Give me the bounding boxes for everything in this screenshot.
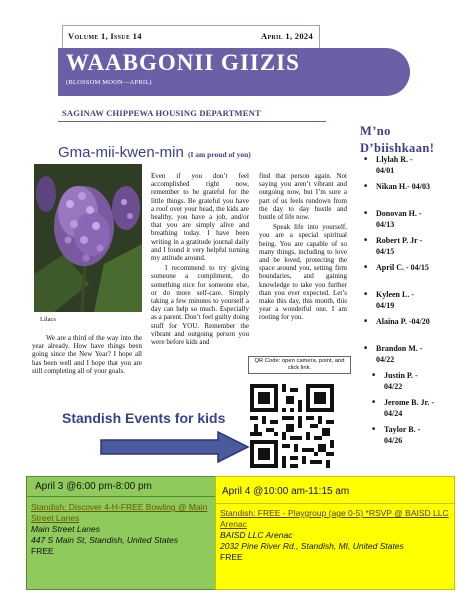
- newsletter-subtitle: (BLOSSOM MOON—APRIL): [66, 79, 152, 86]
- event-time: April 4 @10:00 am-11:15 am: [216, 477, 454, 504]
- newsletter-title: WAABGONII GIIZIS: [66, 50, 300, 75]
- event-card-bowling: [26, 476, 216, 590]
- article-title: [58, 144, 251, 161]
- birthday-item: ■ Donovan H. - 04/13: [350, 208, 460, 235]
- right-arrow-icon: [100, 431, 250, 463]
- qr-caption: QR Code: open camera, point, and click link.: [248, 356, 351, 374]
- photo-caption: Lilacs: [40, 316, 56, 323]
- issue-line: [68, 31, 313, 41]
- event-link[interactable]: Standish: Discover 4-H-FREE Bowling @ Main Street Lanes: [31, 502, 208, 523]
- birthday-item: ■ April C. - 04/15: [350, 262, 460, 289]
- issue-date: April 1, 2024: [261, 31, 313, 41]
- event-card-playgroup: [215, 476, 455, 590]
- events-title: Standish Events for kids: [62, 410, 226, 426]
- event-venue: BAISD LLC Arenac: [220, 530, 293, 540]
- birthday-item: ■ Kyleen L. - 04/19: [350, 289, 460, 316]
- article-paragraph: We are a third of the way into the year already. How have things been going since the New Year? I hope all has been well and I hope that you are still completing all of your goals.: [32, 334, 142, 375]
- article-title-translation: (I am proud of you): [188, 150, 251, 159]
- event-address: 2032 Pine River Rd., Standish, MI, United States: [220, 541, 404, 551]
- article-column-3: [259, 172, 347, 324]
- article-paragraph: find that person again. Not saying you aren’t vibrant and outgoing now, but I’m sure a part of us feels rundown from the day to day hustle and bustle of life now.: [259, 172, 347, 222]
- event-time: April 3 @6:00 pm-8:00 pm: [27, 477, 215, 497]
- article-paragraph: I recommend to try giving someone a compliment, do something nice for someone else, or do more self-care. Simply taking a few minutes to yourself a day can help so much. Especially as a parent. Don’t feel guilty doing stuff for YOU. Remember the vibrant and outgoing person you were before kids and: [151, 264, 249, 347]
- event-address: 447 S Main St, Standish, United States: [31, 535, 178, 545]
- birthday-title-line2: D’biishkaan!: [360, 141, 435, 155]
- event-link[interactable]: Standish: FREE - Playgroup (age 0-5) *RSVP @ BAISD LLC Arenac: [220, 508, 449, 529]
- event-venue: Main Street Lanes: [31, 524, 100, 534]
- birthday-list: [350, 154, 460, 451]
- article-column-2: [151, 172, 249, 348]
- qr-code[interactable]: [250, 384, 334, 468]
- event-cost: FREE: [31, 546, 54, 556]
- birthday-item: ■ Alaina P. -04/20: [350, 316, 460, 343]
- event-details: [216, 504, 454, 567]
- birthday-title-line1: M’no: [360, 124, 391, 138]
- article-paragraph: Speak life into yourself, you are a special spiritual being. You are capable of so many things, including to love and be loved, protecting the space around you, setting firm boundaries, and gaining knowledge to take you further than you ever expected. Let’s make this day, this month, this year a wonderful one. I am rooting for you.: [259, 223, 347, 322]
- department-name: SAGINAW CHIPPEWA HOUSING DEPARTMENT: [62, 108, 261, 118]
- department-divider: [58, 121, 326, 122]
- birthday-item: ■ Jerome B. Jr. - 04/24: [350, 397, 460, 424]
- lilac-photo: [34, 164, 142, 312]
- article-paragraph: Even if you don’t feel accomplished right now, remember to be grateful for the little things. Be grateful you have a roof over your head, the kids are healthy, you have a job, and/or that you are simply alive and breathing today. I have been writing in a gratitude journal daily and I found it very helpful turning my attitude around.: [151, 172, 249, 263]
- event-cost: FREE: [220, 552, 243, 562]
- birthday-item: ■ Nikan H.- 04/03: [350, 181, 460, 208]
- birthday-item: ■ Llylah R. - 04/01: [350, 154, 460, 181]
- volume-issue: Volume 1, Issue 14: [68, 31, 142, 41]
- article-title-text: Gma-mii-kwen-min: [58, 144, 184, 161]
- birthday-title: [360, 123, 456, 157]
- event-details: [27, 497, 215, 562]
- birthday-item: ■ Justin P. - 04/22: [350, 370, 460, 397]
- birthday-item: ■ Robert P. Jr - 04/15: [350, 235, 460, 262]
- article-column-1: [32, 334, 142, 377]
- birthday-item: ■ Brandon M. - 04/22: [350, 343, 460, 370]
- birthday-item: ■ Taylor B. - 04/26: [350, 424, 460, 451]
